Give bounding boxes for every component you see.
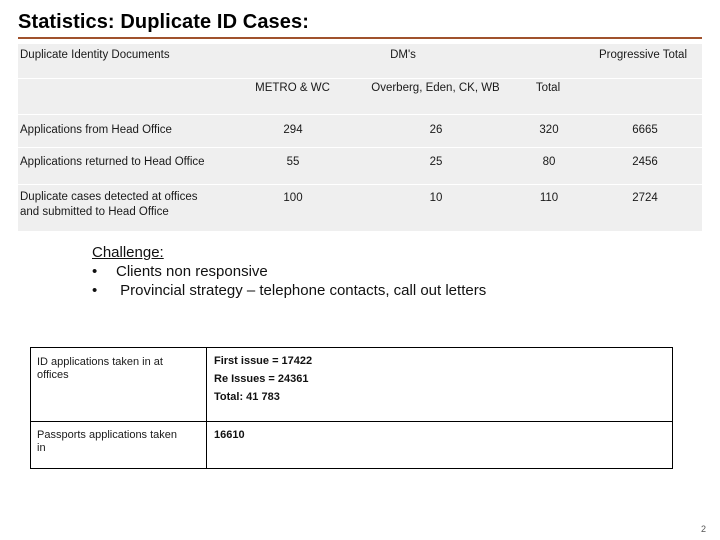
passports-value: 16610 <box>214 429 245 441</box>
row-label-duplicate-cases-line2: and submitted to Head Office <box>20 206 169 218</box>
re-issues-value: Re Issues = 24361 <box>214 373 309 385</box>
value-metro: 100 <box>283 192 303 204</box>
value-progressive: 2456 <box>632 156 658 168</box>
value-progressive: 6665 <box>632 124 658 136</box>
value-metro: 55 <box>286 156 300 168</box>
row-separator <box>18 114 702 115</box>
row-label-duplicate-cases-line1: Duplicate cases detected at offices <box>20 191 198 203</box>
passports-label-line2: in <box>37 442 46 454</box>
subheader-total: Total <box>535 82 561 94</box>
challenge-section <box>92 243 486 300</box>
subheader-overberg: Overberg, Eden, CK, WB <box>371 82 500 94</box>
column-divider <box>206 348 207 468</box>
id-applications-label-line1: ID applications taken in at <box>37 356 163 368</box>
header-separator <box>18 78 702 79</box>
challenge-item <box>92 281 486 300</box>
value-metro: 294 <box>283 124 303 136</box>
row-separator <box>18 147 702 148</box>
id-total-value: Total: 41 783 <box>214 391 280 403</box>
value-progressive: 2724 <box>632 192 658 204</box>
progressive-total-header: Progressive Total <box>599 49 687 61</box>
bullet-icon: • <box>92 263 98 280</box>
passports-label-line1: Passports applications taken <box>37 429 178 441</box>
first-issue-value: First issue = 17422 <box>214 355 313 367</box>
row-header-label: Duplicate Identity Documents <box>20 49 170 61</box>
row-divider <box>31 421 672 422</box>
value-total: 320 <box>539 124 559 136</box>
value-overberg: 10 <box>429 192 443 204</box>
value-total: 80 <box>542 156 556 168</box>
value-overberg: 26 <box>429 124 443 136</box>
row-separator <box>18 184 702 185</box>
id-applications-table <box>30 347 673 469</box>
challenge-item-text: Clients non responsive <box>116 263 268 280</box>
challenge-heading: Challenge: <box>92 244 164 261</box>
subheader-metro-wc: METRO & WC <box>255 82 330 94</box>
value-total: 110 <box>539 192 559 204</box>
page-number: 2 <box>700 524 706 534</box>
title-divider <box>18 37 702 39</box>
row-label-applications-returned: Applications returned to Head Office <box>20 156 205 168</box>
bullet-icon: • <box>92 282 98 299</box>
dms-group-header: DM's <box>390 49 416 61</box>
id-applications-label-line2: offices <box>37 369 69 381</box>
row-label-applications-from-head-office: Applications from Head Office <box>20 124 172 136</box>
page-title: Statistics: Duplicate ID Cases: <box>18 11 309 33</box>
challenge-item-text: Provincial strategy – telephone contacts, call out letters <box>116 282 487 299</box>
duplicate-id-stats-table <box>18 44 702 231</box>
value-overberg: 25 <box>429 156 443 168</box>
challenge-item <box>92 262 486 281</box>
